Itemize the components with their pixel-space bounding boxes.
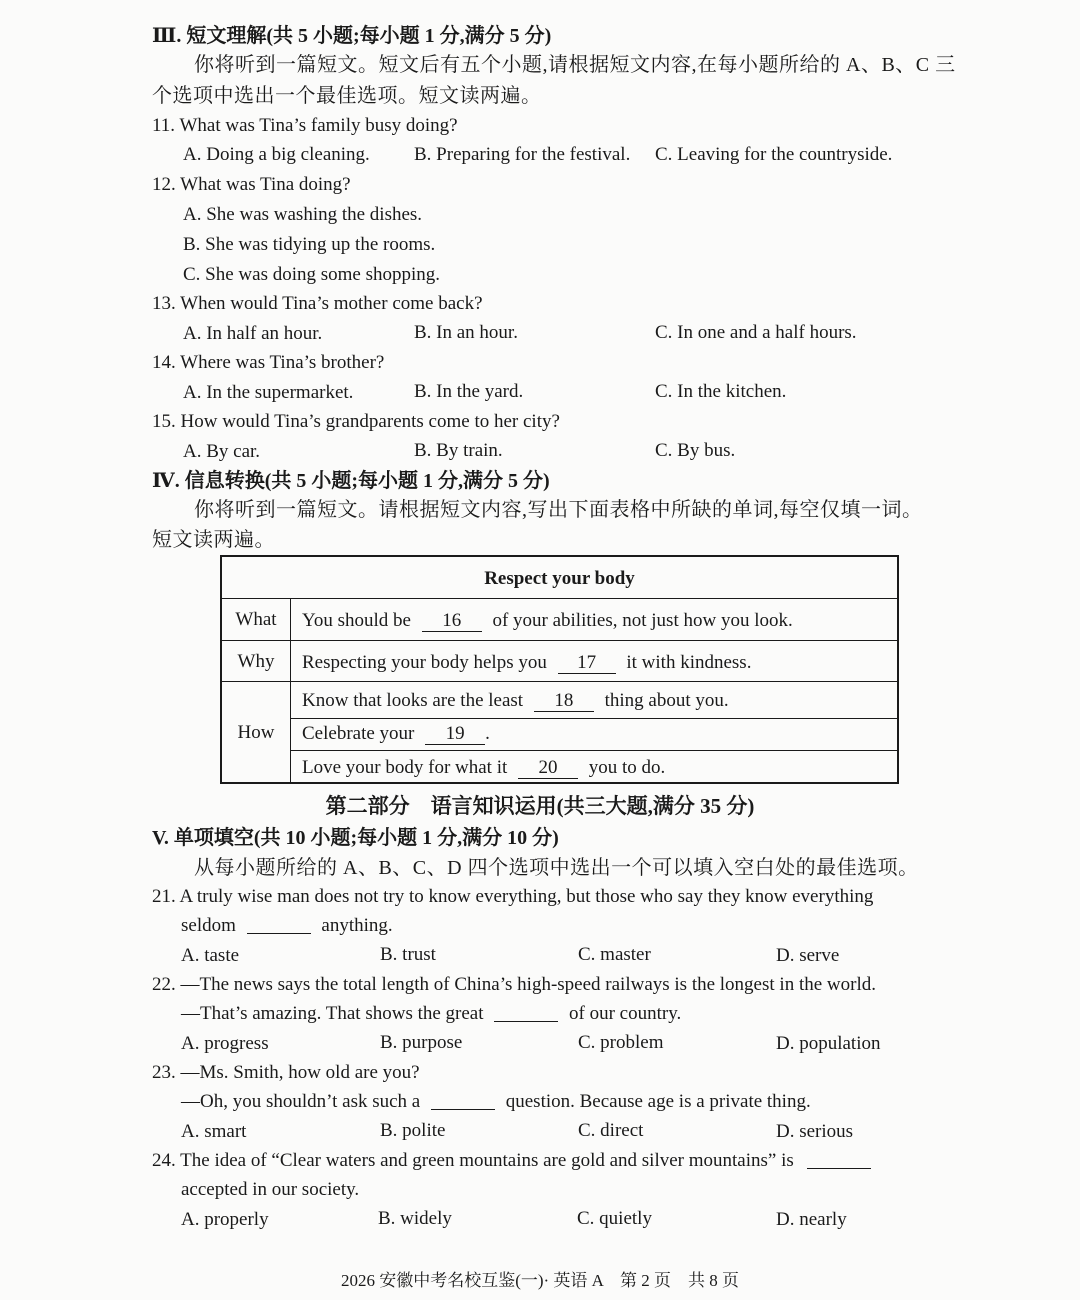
q22-option-a[interactable]: A. progress	[181, 1033, 269, 1054]
q23-option-b[interactable]: B. polite	[380, 1120, 446, 1141]
row-why-text	[302, 651, 751, 675]
section4-heading: Ⅳ. 信息转换(共 5 小题;每小题 1 分,满分 5 分)	[152, 470, 550, 492]
q15-option-b[interactable]: B. By train.	[414, 440, 503, 461]
q12-stem: 12. What was Tina doing?	[152, 174, 351, 195]
q21-option-c[interactable]: C. master	[578, 944, 651, 965]
q24-blank[interactable]	[807, 1150, 871, 1169]
q14-option-a[interactable]: A. In the supermarket.	[183, 382, 354, 403]
q24-option-c[interactable]: C. quietly	[577, 1208, 652, 1229]
q14-option-b[interactable]: B. In the yard.	[414, 381, 524, 402]
section4-instruction-2: 短文读两遍。	[152, 529, 275, 551]
q21-line2-pre: seldom	[181, 915, 236, 936]
table-column-rule	[290, 598, 291, 782]
q21-option-a[interactable]: A. taste	[181, 945, 240, 966]
q22-line2	[181, 1002, 681, 1026]
q14-option-c[interactable]: C. In the kitchen.	[655, 381, 787, 402]
q23-line2-pre: —Oh, you shouldn’t ask such a	[181, 1091, 421, 1112]
row-label-what: What	[235, 609, 277, 630]
row-how-1-text	[302, 689, 729, 713]
q22-line2-post: of our country.	[569, 1003, 682, 1024]
row-label-how: How	[237, 722, 275, 743]
row-how-2-text	[302, 722, 490, 746]
table-rule	[290, 750, 897, 751]
q22-option-c[interactable]: C. problem	[578, 1032, 664, 1053]
section5-instruction: 从每小题所给的 A、B、C、D 四个选项中选出一个可以填入空白处的最佳选项。	[194, 857, 919, 879]
table-rule	[290, 718, 897, 719]
q24-option-b[interactable]: B. widely	[378, 1208, 452, 1229]
how1-text-post: thing about you.	[604, 690, 729, 711]
q21-line1: 21. A truly wise man does not try to know everything, but those who say they know everything	[152, 886, 874, 907]
q23-option-a[interactable]: A. smart	[181, 1121, 247, 1142]
q12-option-b[interactable]: B. She was tidying up the rooms.	[183, 234, 436, 255]
q11-option-c[interactable]: C. Leaving for the countryside.	[655, 144, 893, 165]
q24-line1	[152, 1149, 871, 1173]
q21-option-b[interactable]: B. trust	[380, 944, 436, 965]
table-rule	[222, 598, 897, 599]
row-how-3-text	[302, 756, 665, 780]
table-title: Respect your body	[484, 568, 635, 589]
what-text-pre: You should be	[302, 610, 411, 631]
q14-stem: 14. Where was Tina’s brother?	[152, 352, 385, 373]
q22-line2-pre: —That’s amazing. That shows the great	[181, 1003, 484, 1024]
q22-option-b[interactable]: B. purpose	[380, 1032, 463, 1053]
q22-line1: 22. —The news says the total length of China’s high-speed railways is the longest in the world.	[152, 974, 876, 995]
q23-option-c[interactable]: C. direct	[578, 1120, 644, 1141]
q12-option-a[interactable]: A. She was washing the dishes.	[183, 204, 423, 225]
page-footer: 2026 安徽中考名校互鉴(一)· 英语 A 第 2 页 共 8 页	[340, 1271, 740, 1290]
q21-line2-post: anything.	[321, 915, 393, 936]
blank-19[interactable]: 19	[425, 724, 485, 745]
blank-20[interactable]: 20	[518, 758, 578, 779]
part2-heading: 第二部分 语言知识运用(共三大题,满分 35 分)	[325, 794, 755, 818]
q11-stem: 11. What was Tina’s family busy doing?	[152, 115, 458, 136]
why-text-post: it with kindness.	[626, 652, 752, 673]
what-text-post: of your abilities, not just how you look.	[492, 610, 793, 631]
q11-option-a[interactable]: A. Doing a big cleaning.	[183, 144, 370, 165]
how2-text-post: .	[485, 723, 490, 744]
how3-text-pre: Love your body for what it	[302, 757, 508, 778]
how1-text-pre: Know that looks are the least	[302, 690, 524, 711]
q23-line2-post: question. Because age is a private thing.	[505, 1091, 811, 1112]
q15-option-c[interactable]: C. By bus.	[655, 440, 736, 461]
section5-heading: V. 单项填空(共 10 小题;每小题 1 分,满分 10 分)	[152, 827, 559, 849]
how2-text-pre: Celebrate your	[302, 723, 415, 744]
q23-line1: 23. —Ms. Smith, how old are you?	[152, 1062, 420, 1083]
section4-instruction-1: 你将听到一篇短文。请根据短文内容,写出下面表格中所缺的单词,每空仅填一词。	[194, 499, 923, 521]
q23-line2	[181, 1090, 811, 1114]
q23-option-d[interactable]: D. serious	[776, 1121, 854, 1142]
q22-option-d[interactable]: D. population	[776, 1033, 881, 1054]
blank-18[interactable]: 18	[534, 691, 594, 712]
table-rule	[222, 681, 897, 682]
q13-option-a[interactable]: A. In half an hour.	[183, 323, 323, 344]
blank-16[interactable]: 16	[422, 611, 482, 632]
q15-option-a[interactable]: A. By car.	[183, 441, 261, 462]
q24-line2: accepted in our society.	[181, 1179, 360, 1200]
q21-line2	[181, 914, 393, 938]
how3-text-post: you to do.	[588, 757, 666, 778]
why-text-pre: Respecting your body helps you	[302, 652, 547, 673]
q11-option-b[interactable]: B. Preparing for the festival.	[414, 144, 631, 165]
q24-line1-text: 24. The idea of “Clear waters and green mountains are gold and silver mountains” is	[152, 1150, 794, 1171]
q24-option-a[interactable]: A. properly	[181, 1209, 269, 1230]
section3-instruction-1: 你将听到一篇短文。短文后有五个小题,请根据短文内容,在每小题所给的 A、B、C 三	[194, 54, 956, 76]
section3-heading: Ⅲ. 短文理解(共 5 小题;每小题 1 分,满分 5 分)	[152, 25, 552, 47]
q21-blank[interactable]	[247, 915, 311, 934]
q24-option-d[interactable]: D. nearly	[776, 1209, 847, 1230]
respect-body-table	[220, 555, 899, 784]
q12-option-c[interactable]: C. She was doing some shopping.	[183, 264, 441, 285]
q13-option-b[interactable]: B. In an hour.	[414, 322, 518, 343]
row-label-why: Why	[237, 651, 275, 672]
row-what-text	[302, 609, 793, 633]
section3-instruction-2: 个选项中选出一个最佳选项。短文读两遍。	[152, 85, 542, 107]
q23-blank[interactable]	[431, 1091, 495, 1110]
q15-stem: 15. How would Tina’s grandparents come to her city?	[152, 411, 560, 432]
blank-17[interactable]: 17	[558, 653, 616, 674]
q13-stem: 13. When would Tina’s mother come back?	[152, 293, 483, 314]
q21-option-d[interactable]: D. serve	[776, 945, 840, 966]
q22-blank[interactable]	[494, 1003, 558, 1022]
q13-option-c[interactable]: C. In one and a half hours.	[655, 322, 857, 343]
table-rule	[222, 640, 897, 641]
